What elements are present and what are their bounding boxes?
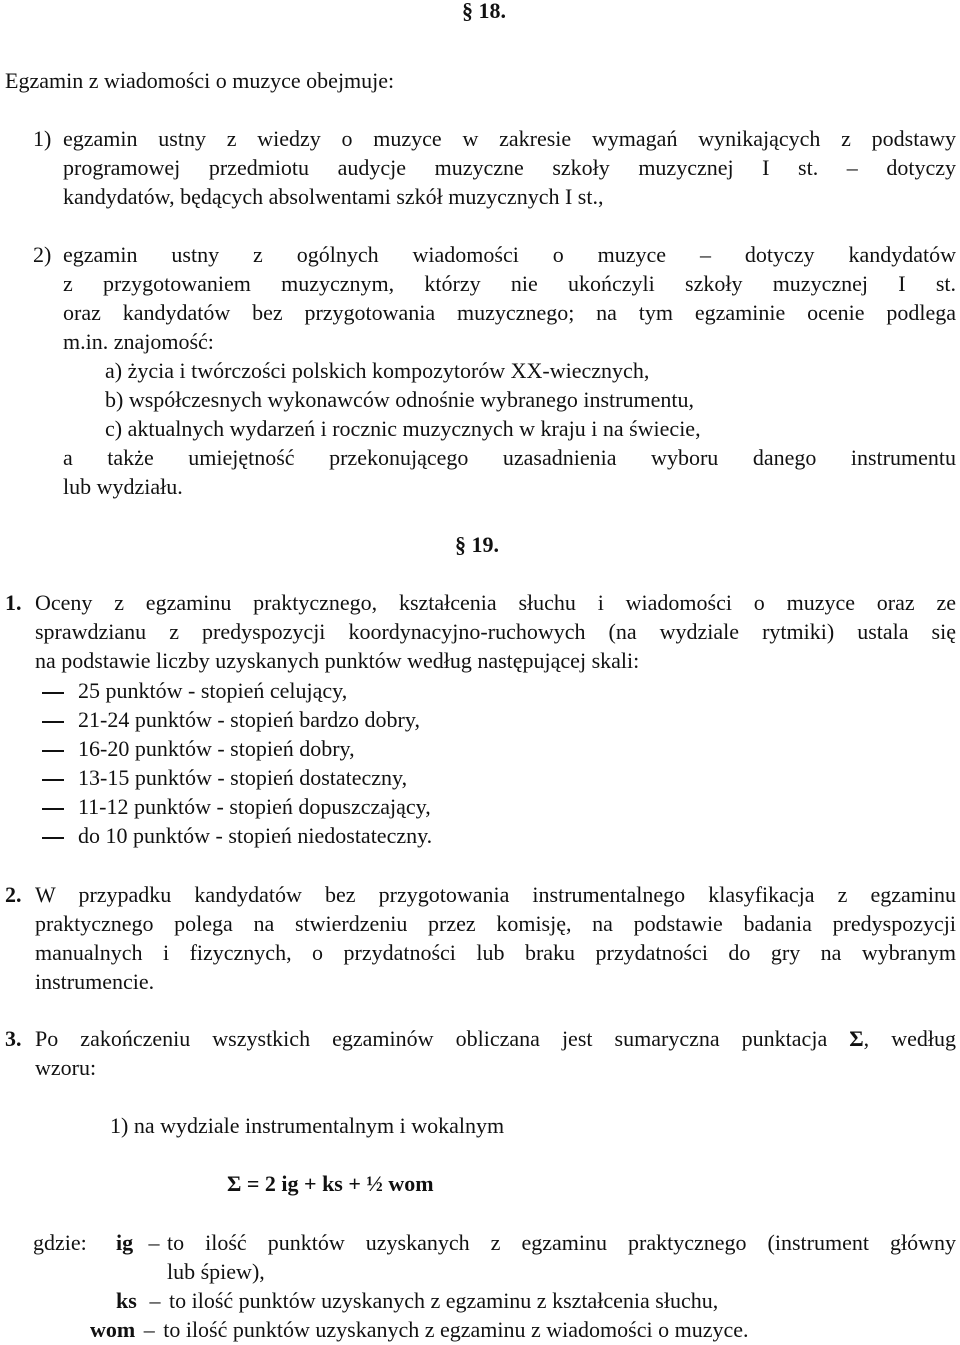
paragraph-2-line: manualnych i fizycznych, o przydatności lub braku przydatności do gry na wybranym	[35, 940, 956, 965]
definition-ig: ig – to ilość punktów uzyskanych z egzaminu praktycznego (instrument główny	[116, 1230, 956, 1255]
paragraph-2-line: praktycznego polega na stwierdzeniu przez komisję, na podstawie badania predyspozycji	[35, 911, 956, 936]
paragraph-3-line: Po zakończeniu wszystkich egzaminów obliczana jest sumaryczna punktacja Σ, według	[35, 1026, 957, 1051]
item-1-line: egzamin ustny z wiedzy o muzyce w zakresie wymagań wynikających z podstawy	[63, 126, 956, 151]
paragraph-1-line: sprawdzianu z predyspozycji koordynacyjno-ruchowych (na wydziale rytmiki) ustala się	[35, 619, 956, 644]
item-1-line: kandydatów, będących absolwentami szkół muzycznych I st.,	[63, 184, 604, 209]
paragraph-1-line: na podstawie liczby uzyskanych punktów według następującej skali:	[35, 648, 640, 673]
dash-bullet-icon	[42, 692, 64, 694]
scale-item: do 10 punktów - stopień niedostateczny.	[42, 821, 432, 851]
sigma-symbol: Σ	[849, 1026, 864, 1051]
dash-bullet-icon	[42, 750, 64, 752]
dash-bullet-icon	[42, 808, 64, 810]
item-2-sub-a: a) życia i twórczości polskich kompozytorów XX-wiecznych,	[105, 358, 650, 383]
dash-bullet-icon	[42, 721, 64, 723]
paragraph-3-line: wzoru:	[35, 1055, 97, 1080]
item-2-line: oraz kandydatów bez przygotowania muzycznego; na tym egzaminie ocenie podlega	[63, 300, 956, 325]
scale-item: 21-24 punktów - stopień bardzo dobry,	[42, 705, 420, 735]
section-18-intro: Egzamin z wiadomości o muzyce obejmuje:	[5, 68, 395, 93]
dash-bullet-icon	[42, 779, 64, 781]
item-2-tail: lub wydziału.	[63, 474, 183, 499]
paragraph-2-line: W przypadku kandydatów bez przygotowania instrumentalnego klasyfikacja z egzaminu	[35, 882, 956, 907]
item-2-sub-c: c) aktualnych wydarzeń i rocznic muzycznych w kraju i na świecie,	[105, 416, 701, 441]
item-2-line: m.in. znajomość:	[63, 329, 214, 354]
item-2-line: z przygotowaniem muzycznym, którzy nie ukończyli szkoły muzycznej I st.	[63, 271, 956, 296]
definition-ig-continued: lub śpiew),	[167, 1259, 265, 1284]
paragraph-2-line: instrumencie.	[35, 969, 155, 994]
scale-item: 25 punktów - stopień celujący,	[42, 676, 347, 706]
section-18-heading: § 18.	[462, 0, 506, 23]
paragraph-1-number: 1.	[5, 590, 22, 615]
scale-item: 16-20 punktów - stopień dobry,	[42, 734, 355, 764]
definitions-label: gdzie:	[33, 1230, 87, 1255]
paragraph-1-line: Oceny z egzaminu praktycznego, kształcenia słuchu i wiadomości o muzyce oraz ze	[35, 590, 956, 615]
item-1-line: programowej przedmiotu audycje muzyczne szkoły muzycznej I st. – dotyczy	[63, 155, 956, 180]
scale-item: 11-12 punktów - stopień dopuszczający,	[42, 792, 431, 822]
item-2-tail: a także umiejętność przekonującego uzasadnienia wyboru danego instrumentu	[63, 445, 956, 470]
item-2-line: egzamin ustny z ogólnych wiadomości o muzyce – dotyczy kandydatów	[63, 242, 956, 267]
dash-bullet-icon	[42, 837, 64, 839]
item-2-sub-b: b) współczesnych wykonawców odnośnie wybranego instrumentu,	[105, 387, 694, 412]
scale-item: 13-15 punktów - stopień dostateczny,	[42, 763, 407, 793]
paragraph-2-number: 2.	[5, 882, 22, 907]
definition-ks: ks – to ilość punktów uzyskanych z egzaminu z kształcenia słuchu,	[116, 1288, 719, 1313]
subsection-1-title: 1) na wydziale instrumentalnym i wokalnym	[110, 1113, 505, 1138]
formula: Σ = 2 ig + ks + ½ wom	[227, 1171, 434, 1196]
section-19-heading: § 19.	[455, 532, 499, 557]
paragraph-3-number: 3.	[5, 1026, 22, 1051]
definition-wom: wom – to ilość punktów uzyskanych z egzaminu z wiadomości o muzyce.	[90, 1317, 749, 1342]
item-1-number: 1)	[33, 126, 52, 151]
item-2-number: 2)	[33, 242, 52, 267]
